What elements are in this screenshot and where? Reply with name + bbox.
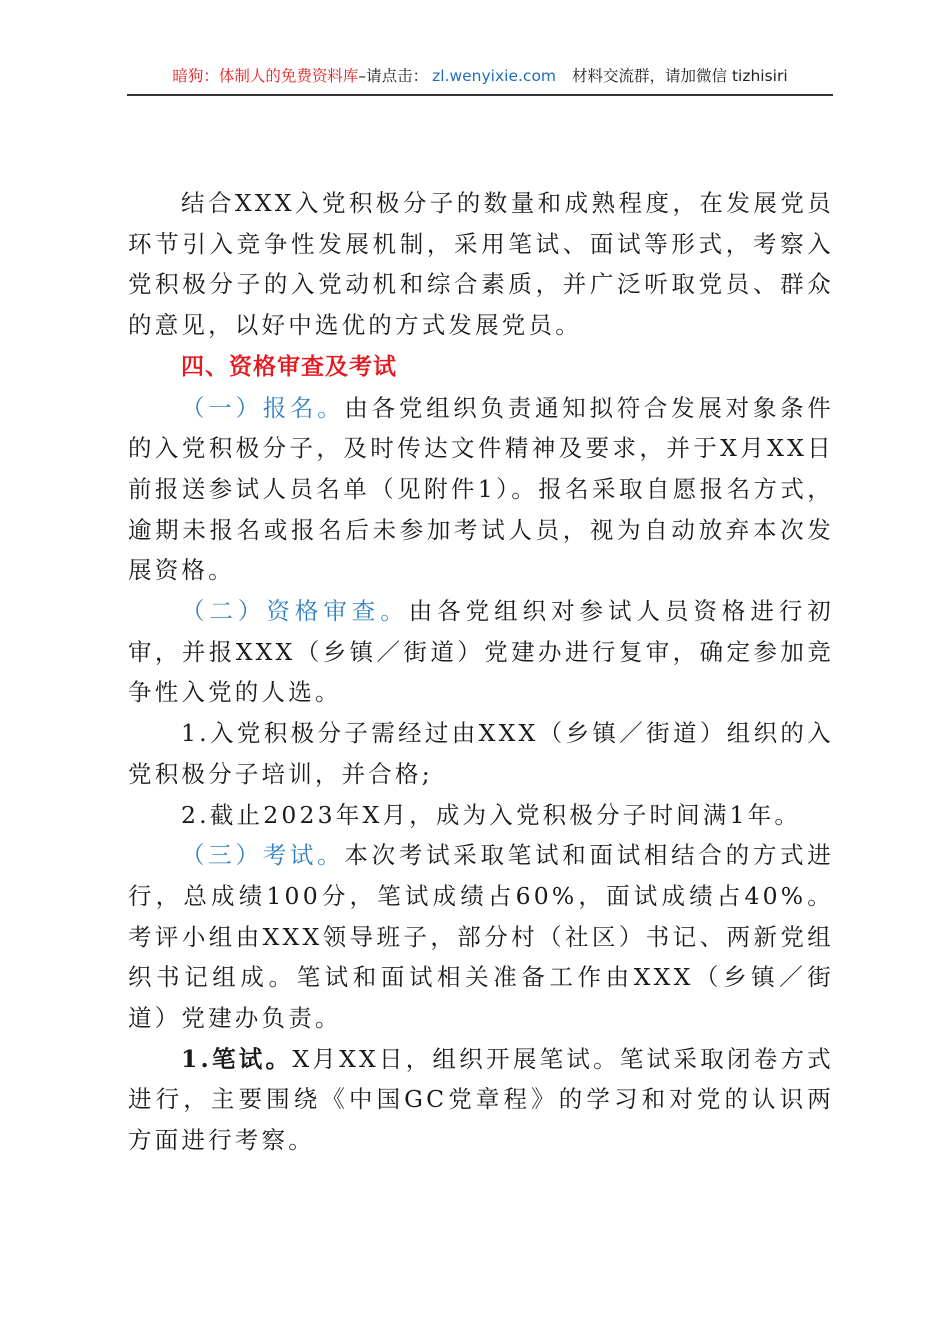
subsection-lead: （一）报名。 — [181, 393, 345, 422]
section-heading-text: 四、资格审查及考试 — [181, 353, 397, 380]
written-exam-paragraph — [128, 1039, 834, 1161]
paragraph-text: 2.截止2023年X月，成为入党积极分子时间满1年。 — [181, 800, 802, 829]
paragraph-text: 1.入党积极分子需经过由XXX（乡镇／街道）组织的入党积极分子培训，并合格; — [128, 719, 834, 788]
section-heading — [128, 346, 834, 388]
paragraph-text: 由各党组织负责通知拟符合发展对象条件的入党积极分子，及时传达文件精神及要求，并于X月XX日前报送参试人员名单（见附件1）。报名采取自愿报名方式，逾期未报名或报名后未参加考试人员，视为自动放弃本次发展资格。 — [128, 393, 834, 585]
subsection-qualification-review — [128, 591, 834, 713]
intro-paragraph — [128, 183, 834, 346]
document-body — [128, 183, 834, 1161]
list-item-1 — [128, 713, 834, 794]
header-site-link[interactable]: zl.wenyixie.com — [432, 67, 557, 85]
list-item-2 — [128, 795, 834, 836]
paragraph-text: 本次考试采取笔试和面试相结合的方式进行，总成绩100分，笔试成绩占60%，面试成绩占40%。考评小组由XXX领导班子，部分村（社区）书记、两新党组织书记组成。笔试和面试相关准备工作由XXX（乡镇／街道）党建办负责。 — [128, 841, 834, 1033]
subsection-registration — [128, 388, 834, 592]
subsection-lead: （三）考试。 — [181, 841, 345, 870]
page-header — [127, 66, 833, 96]
paragraph-text: 由各党组织对参试人员资格进行初审，并报XXX（乡镇／街道）党建办进行复审，确定参加竞争性入党的人选。 — [128, 597, 834, 707]
header-click-prompt: –请点击： — [358, 67, 429, 85]
paragraph-text: X月XX日，组织开展笔试。笔试采取闭卷方式进行，主要围绕《中国GC党章程》的学习和对党的认识两方面进行考察。 — [128, 1044, 834, 1155]
header-site-name: 暗狗：体制人的免费资料库 — [172, 67, 359, 85]
paragraph-text: 结合XXX入党积极分子的数量和成熟程度，在发展党员环节引入竞争性发展机制，采用笔试、面试等形式，考察入党积极分子的入党动机和综合素质，并广泛听取党员、群众的意见，以好中选优的方式发展党员。 — [128, 189, 834, 340]
bold-lead: 1.笔试。 — [181, 1044, 293, 1073]
subsection-lead: （二）资格审查。 — [181, 597, 409, 626]
subsection-exam — [128, 835, 834, 1039]
header-wechat-note: 材料交流群，请加微信 tizhisiri — [572, 67, 788, 85]
